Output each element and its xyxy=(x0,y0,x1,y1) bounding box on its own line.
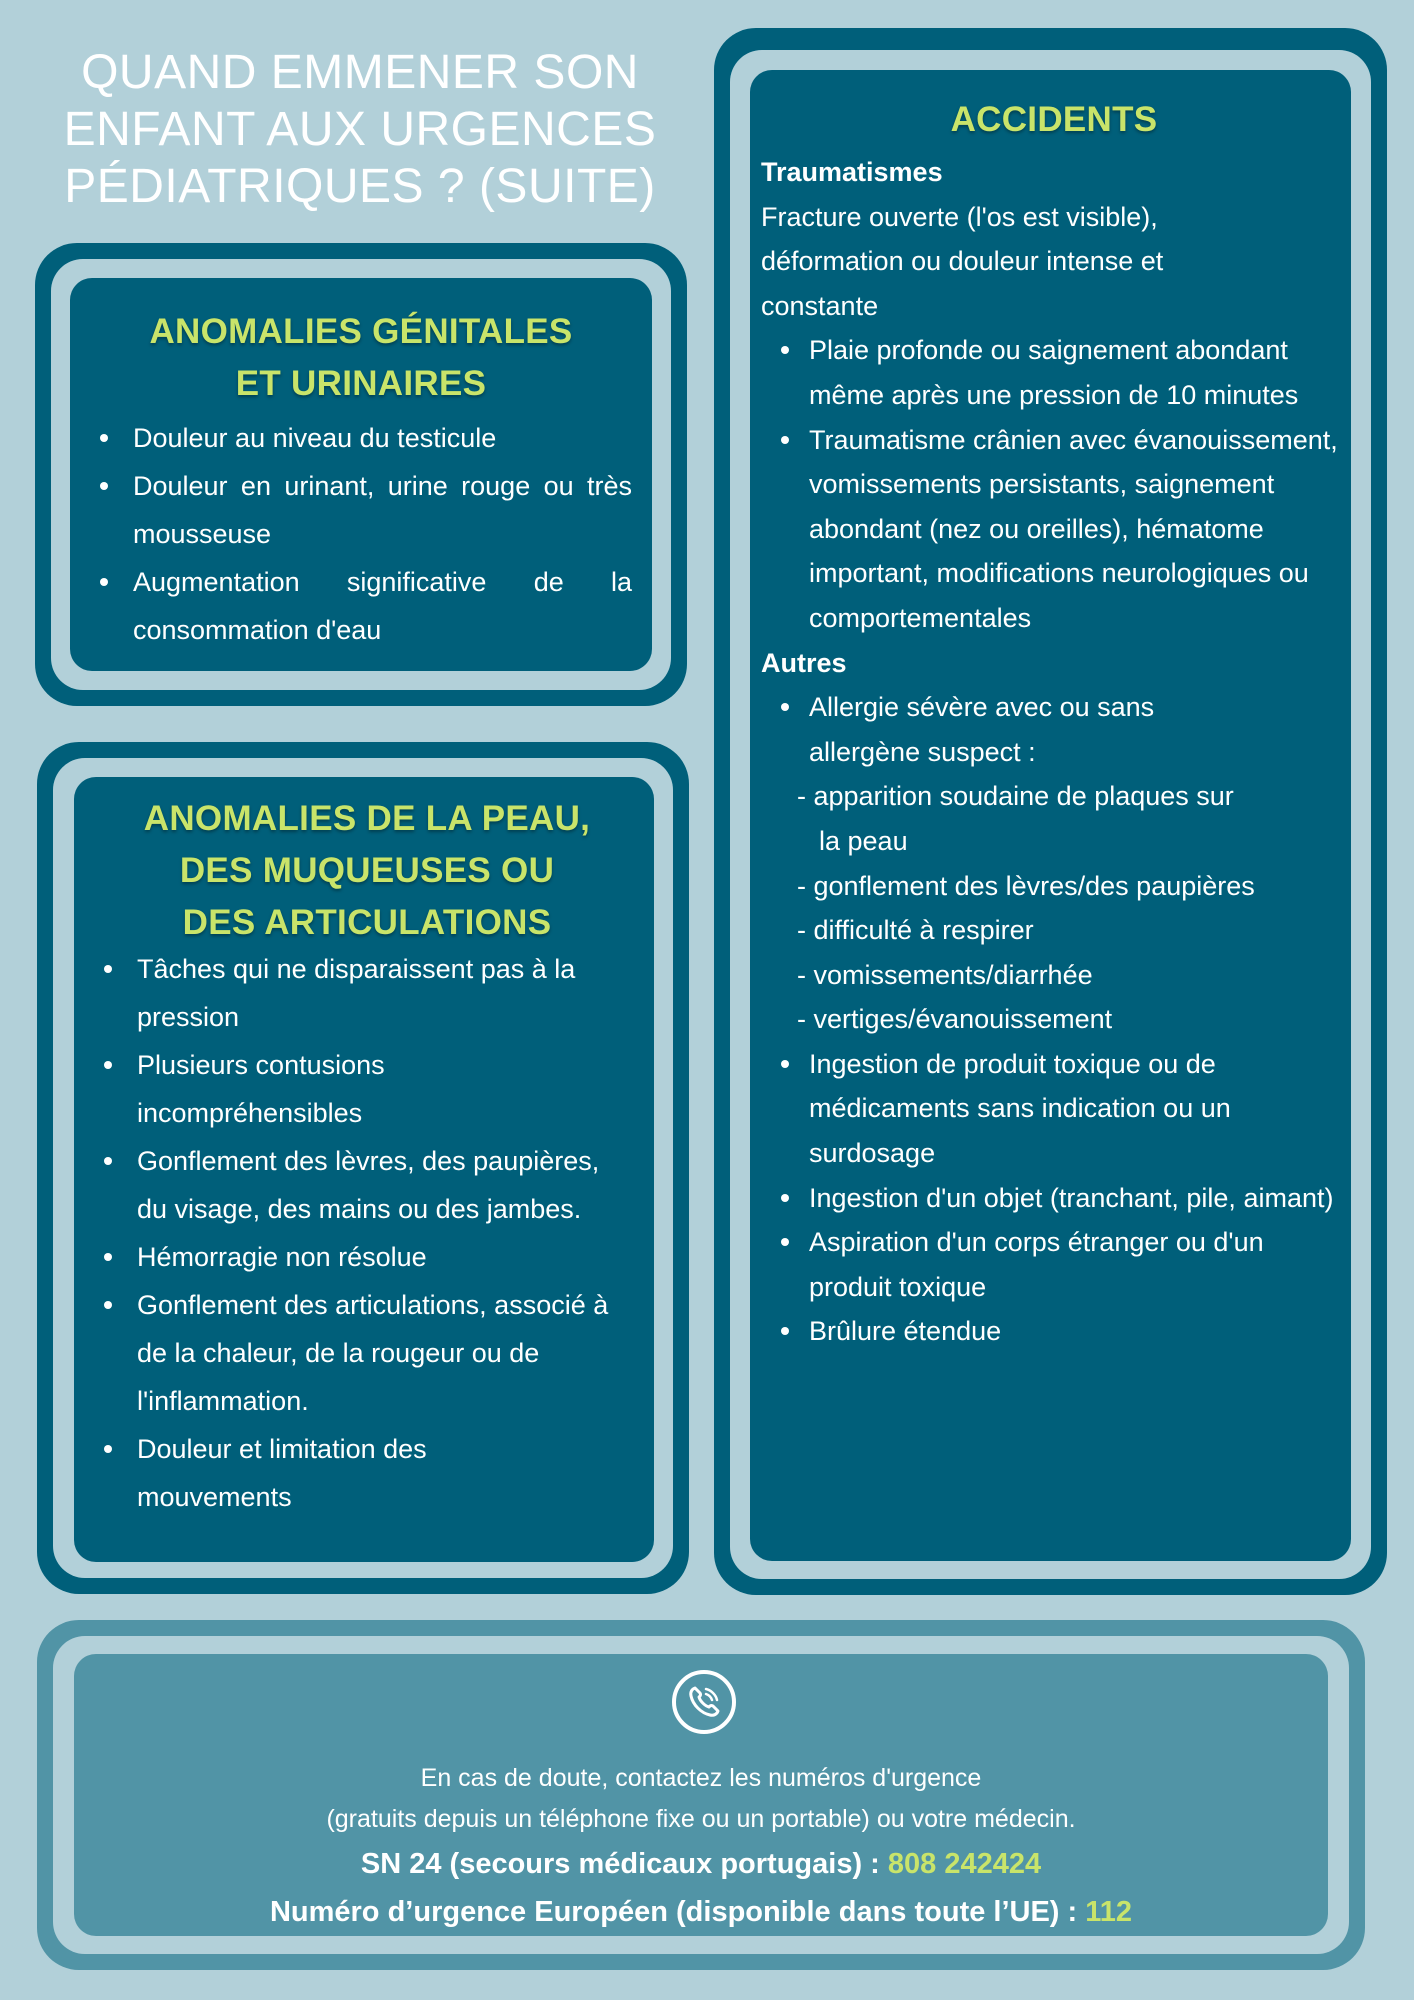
trauma-label: Traumatismes xyxy=(761,157,943,187)
eu-line: Numéro d’urgence Européen (disponible dans toute l’UE) : 112 xyxy=(269,1896,1133,1928)
symptom-item: - apparition soudaine de plaques sur xyxy=(797,781,1234,812)
genital-heading: ANOMALIES GÉNITALES ET URINAIRES xyxy=(149,312,573,403)
symptom-item-cont: la peau xyxy=(819,825,908,856)
genital-panel xyxy=(70,278,652,671)
list-item: Augmentation significative de la consommation d'eau xyxy=(90,558,632,654)
list-item: Douleur en urinant, urine rouge ou très mousseuse xyxy=(90,462,632,558)
eu-number[interactable]: 112 xyxy=(1085,1896,1133,1928)
sn24-number[interactable]: 808 242424 xyxy=(887,1848,1042,1880)
contact-text: (gratuits depuis un téléphone fixe ou un portable) ou votre médecin. xyxy=(326,1805,1076,1833)
list-item: Ingestion de produit toxique ou de médicaments sans indication ou un surdosage xyxy=(761,1042,1347,1176)
skin-card xyxy=(37,742,689,1594)
allergy-symptoms xyxy=(761,774,1347,1042)
symptom-item: - gonflement des lèvres/des paupières xyxy=(797,870,1255,901)
accidents-heading: ACCIDENTS xyxy=(950,100,1158,139)
list-item: Allergie sévère avec ou sans allergène suspect : xyxy=(761,685,1347,774)
list-item: Gonflement des lèvres, des paupières, du visage, des mains ou des jambes. xyxy=(94,1137,640,1233)
trauma-intro: Fracture ouverte (l'os est visible), déformation ou douleur intense et constante xyxy=(761,201,1164,321)
accidents-card xyxy=(714,28,1387,1595)
skin-list xyxy=(94,945,640,1521)
other-list xyxy=(761,1042,1347,1354)
list-item: Gonflement des articulations, associé à de la chaleur, de la rougeur ou de l'inflammation. xyxy=(94,1281,640,1425)
accidents-panel xyxy=(750,70,1351,1561)
list-item: Plusieurs contusions incompréhensibles xyxy=(94,1041,640,1137)
sn24-line: SN 24 (secours médicaux portugais) : 808 242424 xyxy=(360,1848,1042,1880)
genital-list xyxy=(90,414,632,654)
allergy-list xyxy=(761,685,1347,774)
list-item: Douleur et limitation des mouvements xyxy=(94,1425,640,1521)
symptom-item: - difficulté à respirer xyxy=(797,915,1034,946)
title-line: QUAND EMMENER SON xyxy=(81,46,639,99)
trauma-list xyxy=(761,328,1347,640)
genital-card xyxy=(35,243,687,706)
phone-icon xyxy=(672,1670,736,1734)
other-label: Autres xyxy=(761,647,847,678)
list-item: Brûlure étendue xyxy=(761,1309,1347,1354)
title-line: PÉDIATRIQUES ? (SUITE) xyxy=(64,160,656,213)
list-item: Ingestion d'un objet (tranchant, pile, aimant) xyxy=(761,1176,1347,1221)
page-title xyxy=(40,44,680,215)
symptom-item: - vomissements/diarrhée xyxy=(797,959,1093,990)
skin-heading: ANOMALIES DE LA PEAU, DES MUQUEUSES OU DES ARTICULATIONS xyxy=(143,799,591,942)
list-item: Douleur au niveau du testicule xyxy=(90,414,632,462)
list-item: Hémorragie non résolue xyxy=(94,1233,640,1281)
list-item: Traumatisme crânien avec évanouissement, vomissements persistants, saignement abondant (nez ou oreilles), hématome important, modifications neurologiques ou comportementales xyxy=(761,418,1347,641)
list-item: Plaie profonde ou saignement abondant même après une pression de 10 minutes xyxy=(761,328,1347,417)
title-line: ENFANT AUX URGENCES xyxy=(63,103,657,156)
skin-panel xyxy=(74,777,654,1562)
symptom-item: - vertiges/évanouissement xyxy=(797,1004,1113,1035)
list-item: Tâches qui ne disparaissent pas à la pression xyxy=(94,945,640,1041)
contact-text: En cas de doute, contactez les numéros d'urgence xyxy=(420,1764,982,1792)
list-item: Aspiration d'un corps étranger ou d'un produit toxique xyxy=(761,1220,1347,1309)
